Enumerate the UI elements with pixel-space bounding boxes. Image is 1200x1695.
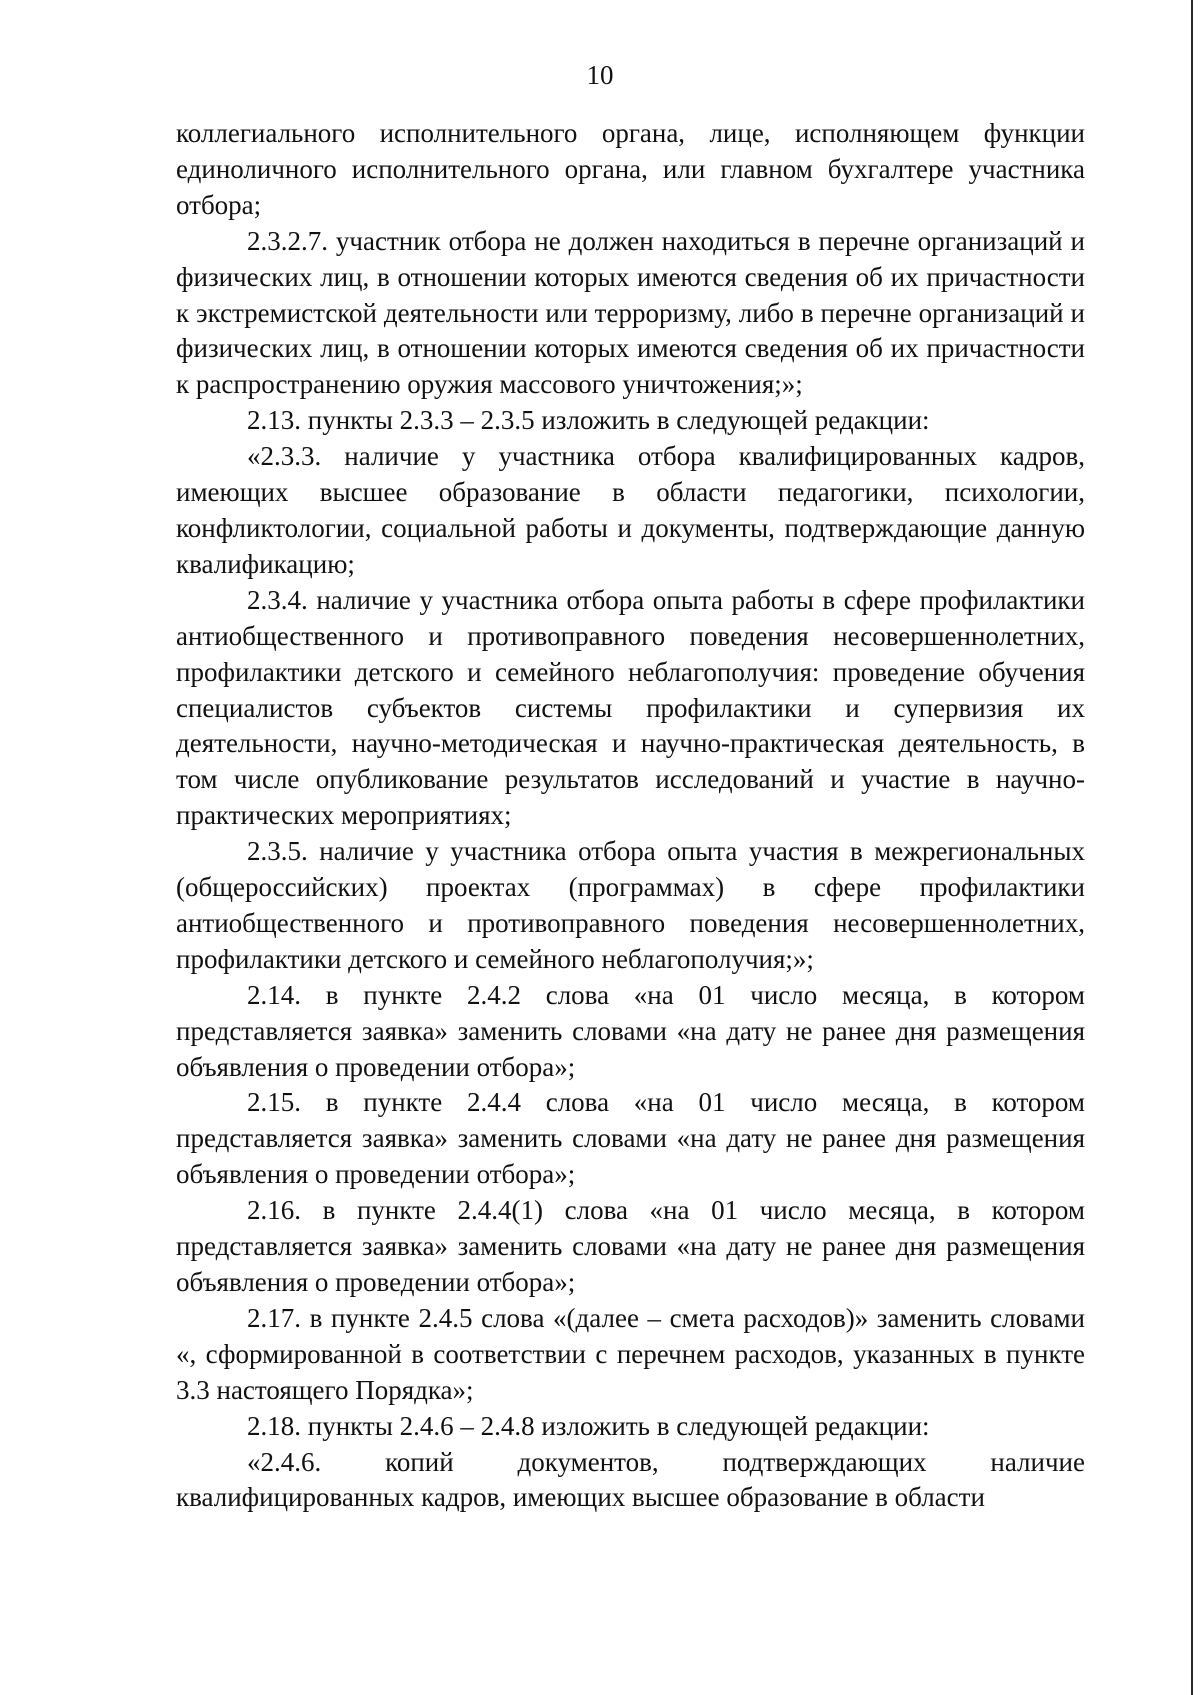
paragraph-2-3-4: 2.3.4. наличие у участника отбора опыта работы в сфере профилактики антиобщественного и противоправного поведения несовершеннолетних, профилактики детского и семейного неблагополучия: проведение обучения специалистов субъектов системы профилактики и супервизия их деятельности, научно-методическая и научно-практическая деятельность, в том числе опубликование результатов исследований и участие в научно-практических мероприятиях; <box>176 584 1085 831</box>
paragraph-continuation: коллегиального исполнительного органа, лице, исполняющем функции единоличного исполнительного органа, или главном бухгалтере участника отбора; <box>176 118 1085 220</box>
paragraph-2-15: 2.15. в пункте 2.4.4 слова «на 01 число месяца, в котором представляется заявка» заменить словами «на дату не ранее дня размещения объявления о проведении отбора»; <box>176 1087 1085 1190</box>
document-body <box>176 116 1085 1516</box>
paragraph-2-14: 2.14. в пункте 2.4.2 слова «на 01 число месяца, в котором представляется заявка» заменить словами «на дату не ранее дня размещения объявления о проведении отбора»; <box>176 979 1085 1082</box>
paragraph-2-4-6: «2.4.6. копий документов, подтверждающих наличие квалифицированных кадров, имеющих высшее образование в области <box>176 1446 1085 1513</box>
paragraph-2-3-3: «2.3.3. наличие у участника отбора квалифицированных кадров, имеющих высшее образование в области педагогики, психологии, конфликтологии, социальной работы и документы, подтверждающие данную квалификацию; <box>176 441 1085 579</box>
paragraph-2-18: 2.18. пункты 2.4.6 – 2.4.8 изложить в следующей редакции: <box>247 1410 930 1441</box>
paragraph-2-16: 2.16. в пункте 2.4.4(1) слова «на 01 число месяца, в котором представляется заявка» заменить словами «на дату не ранее дня размещения объявления о проведении отбора»; <box>176 1195 1085 1297</box>
paragraph-2-17: 2.17. в пункте 2.4.5 слова «(далее – смета расходов)» заменить словами «, сформированной в соответствии с перечнем расходов, указанных в пункте 3.3 настоящего Порядка»; <box>176 1302 1085 1405</box>
paragraph-2-3-2-7: 2.3.2.7. участник отбора не должен находиться в перечне организаций и физических лиц, в отношении которых имеются сведения об их причастности к экстремистской деятельности или терроризму, либо в перечне организаций и физических лиц, в отношении которых имеются сведения об их причастности к распространению оружия массового уничтожения;»; <box>176 225 1085 400</box>
page-number: 10 <box>586 60 614 90</box>
paragraph-2-13: 2.13. пункты 2.3.3 – 2.3.5 изложить в следующей редакции: <box>247 405 930 436</box>
scan-edge-line <box>1191 0 1193 1695</box>
paragraph-2-3-5: 2.3.5. наличие у участника отбора опыта участия в межрегиональных (общероссийских) проектах (программах) в сфере профилактики антиобщественного и противоправного поведения несовершеннолетних, профилактики детского и семейного неблагополучия;»; <box>176 836 1085 974</box>
